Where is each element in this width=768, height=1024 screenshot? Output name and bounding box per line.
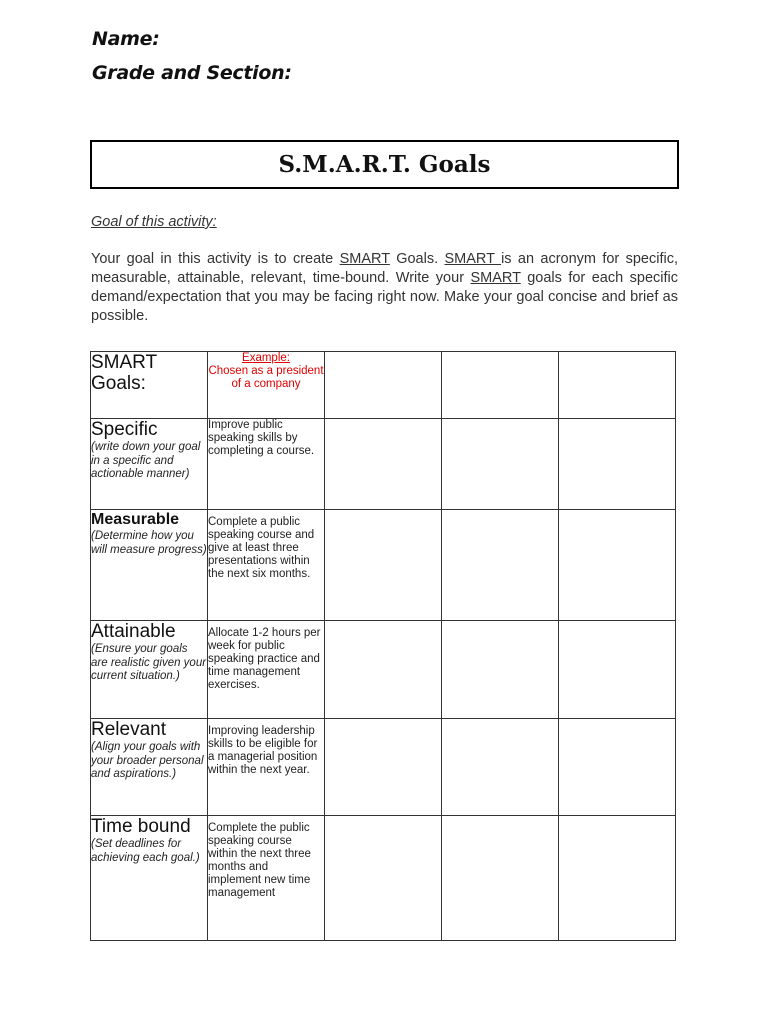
title-box: [90, 140, 679, 189]
blank-cell[interactable]: [559, 621, 676, 719]
row-title: Time bound: [91, 816, 191, 837]
blank-cell[interactable]: [442, 719, 559, 816]
row-label-specific: [91, 419, 208, 510]
page-title: S.M.A.R.T. Goals: [278, 151, 491, 178]
intro-smart-2: SMART: [444, 251, 502, 267]
row-title: Measurable: [91, 511, 180, 528]
intro-text-1: Your goal in this activity is to create: [91, 251, 340, 267]
intro-text-4: goals for each specific demand/expectation that you may be facing right now. Make your goal concise and brief as possible.: [91, 270, 678, 324]
table-row: [91, 510, 676, 621]
example-cell: Complete the public speaking course within the next three months and implement new time management: [208, 816, 325, 941]
row-label-measurable: [91, 510, 208, 621]
blank-cell[interactable]: [559, 510, 676, 621]
table-row: [91, 621, 676, 719]
row-hint: (Determine how you will measure progress): [91, 530, 207, 556]
table-row: [91, 719, 676, 816]
header-smart-goals: SMART Goals:: [91, 352, 208, 419]
intro-smart-1: SMART: [339, 251, 390, 267]
blank-cell[interactable]: [325, 816, 442, 941]
example-cell: Complete a public speaking course and give at least three presentations within the next six months.: [208, 510, 325, 621]
row-title: Relevant: [91, 719, 166, 740]
blank-cell[interactable]: [559, 352, 676, 419]
blank-cell[interactable]: [325, 719, 442, 816]
grade-section-label: Grade and Section:: [92, 62, 292, 84]
intro-text-2: Goals.: [389, 251, 445, 267]
goal-heading: Goal of this activity:: [91, 214, 217, 230]
row-label-attainable: [91, 621, 208, 719]
intro-paragraph: [91, 250, 678, 326]
example-cell: Allocate 1-2 hours per week for public speaking practice and time management exercises.: [208, 621, 325, 719]
row-title: Attainable: [91, 621, 176, 642]
blank-cell[interactable]: [442, 419, 559, 510]
row-label-relevant: [91, 719, 208, 816]
smart-goals-table: [90, 351, 676, 941]
blank-cell[interactable]: [559, 816, 676, 941]
blank-cell[interactable]: [442, 621, 559, 719]
blank-cell[interactable]: [325, 352, 442, 419]
example-label: Example:: [242, 352, 290, 364]
row-hint: (Align your goals with your broader personal and aspirations.): [91, 741, 204, 780]
intro-smart-3: SMART: [470, 270, 521, 286]
row-title: Specific: [91, 419, 158, 440]
table-row: [91, 419, 676, 510]
blank-cell[interactable]: [442, 352, 559, 419]
blank-cell[interactable]: [442, 816, 559, 941]
row-hint: (write down your goal in a specific and actionable manner): [91, 441, 201, 480]
table-header-row: [91, 352, 676, 419]
example-cell: Improving leadership skills to be eligible for a managerial position within the next year.: [208, 719, 325, 816]
example-cell: Improve public speaking skills by completing a course.: [208, 419, 325, 510]
example-text: Chosen as a president of a company: [208, 365, 324, 390]
blank-cell[interactable]: [325, 419, 442, 510]
table-row: [91, 816, 676, 941]
name-label: Name:: [92, 28, 160, 50]
blank-cell[interactable]: [442, 510, 559, 621]
header-example: [208, 352, 325, 419]
intro-text-3: is an acronym for specific, measurable, attainable, relevant, time-bound. Write your: [91, 251, 678, 286]
blank-cell[interactable]: [559, 419, 676, 510]
blank-cell[interactable]: [325, 510, 442, 621]
row-hint: (Ensure your goals are realistic given your current situation.): [91, 643, 207, 682]
blank-cell[interactable]: [559, 719, 676, 816]
row-label-time-bound: [91, 816, 208, 941]
blank-cell[interactable]: [325, 621, 442, 719]
row-hint: (Set deadlines for achieving each goal.): [91, 838, 200, 864]
